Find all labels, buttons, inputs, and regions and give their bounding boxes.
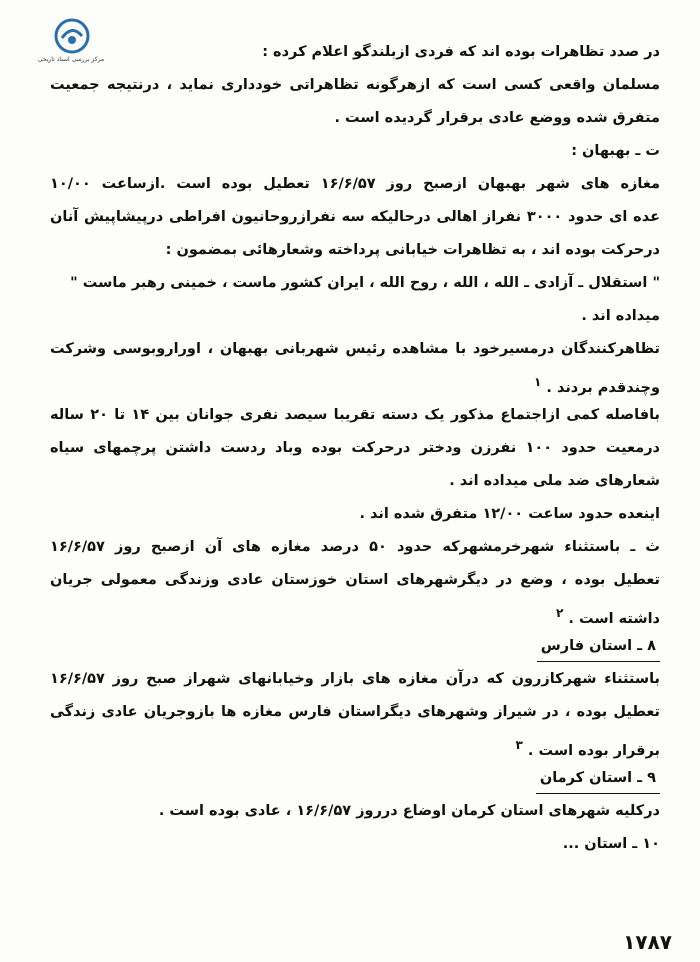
text-line: درکلیه شهرهای استان کرمان اوضاع درروز ۱۶/۶/۵۷ ، عادی بوده است .: [158, 803, 660, 819]
text-line: " استقلال ـ آزادی ـ الله ، الله ، روح الله ، ایران کشور ماست ، خمینی رهبر ماست ": [70, 275, 660, 291]
text-line: میداده اند .: [581, 308, 660, 324]
text-segment: وچندقدم بردند .: [546, 379, 660, 396]
text-line: درحرکت بوده اند ، به تظاهرات خیابانی پرداخته وشعارهائی بمضمون :: [165, 242, 660, 258]
text-line: تظاهرکنندگان درمسیرخود با مشاهده رئیس شهربانی بهبهان ، اوراروبوسی وشرکت: [50, 341, 660, 357]
heading-text: ۸ ـ استان فارس: [537, 631, 660, 662]
heading-text: ۹ ـ استان کرمان: [536, 763, 660, 794]
text-line-with-footnote: [50, 729, 660, 762]
text-line: در صدد تظاهرات بوده اند که فردی ازبلندگو اعلام کرده :: [262, 44, 660, 60]
text-line: باستثناء شهرکازرون که درآن مغازه های بازار وخیابانهای شهراز صبح روز ۱۶/۶/۵۷: [50, 671, 660, 687]
page-number: ۱۷۸۷: [623, 930, 672, 954]
text-line-with-footnote: [50, 366, 660, 399]
section-heading-behbahan: ت ـ بهبهان :: [571, 143, 660, 159]
section-heading-kerman: [50, 762, 660, 795]
archive-logo-caption: مرکز بررسی اسناد تاریخی: [37, 56, 105, 63]
text-line-with-footnote: [50, 597, 660, 630]
text-line: بافاصله کمی ازاجتماع مذکور یک دسته تقریبا سیصد نفری جوانان بین ۱۴ تا ۲۰ ساله: [50, 407, 660, 423]
text-line: مغازه های شهر بهبهان ازصبح روز ۱۶/۶/۵۷ تعطیل بوده است .ازساعت ۱۰/۰۰: [50, 176, 660, 192]
text-line: عده ای حدود ۳۰۰۰ نفراز اهالی درحالیکه سه نفرازروحانیون افراطی درپیشاپیش آنان: [50, 209, 660, 225]
text-line: مسلمان واقعی کسی است که ازهرگونه تظاهراتی خودداری نماید ، درنتیجه جمعیت: [50, 77, 660, 93]
text-segment: داشته است .: [568, 610, 660, 627]
text-line: ث ـ باستثناء شهرخرمشهرکه حدود ۵۰ درصد مغازه های آن ازصبح روز ۱۶/۶/۵۷: [50, 539, 660, 555]
text-line: درمعیت حدود ۱۰۰ نفرزن ودختر درحرکت بوده وباد ردست داشتن پرچمهای سیاه: [50, 440, 660, 456]
section-heading-fars: [50, 630, 660, 663]
text-line: اینعده حدود ساعت ۱۲/۰۰ متفرق شده اند .: [359, 506, 660, 522]
text-line: تعطیل بوده ، در شیراز وشهرهای دیگراستان فارس مغازه ها بازوجریان عادی زندگی: [50, 704, 660, 720]
footnote-mark: ۱: [533, 375, 542, 389]
text-line: متفرق شده ووضع عادی برقرار گردیده است .: [334, 110, 660, 126]
text-segment: برقرار بوده است .: [527, 742, 660, 759]
footnote-mark: ۳: [515, 738, 523, 752]
footnote-mark: ۲: [555, 606, 564, 620]
text-line: تعطیل بوده ، وضع در دیگرشهرهای استان خوزستان عادی وزندگی معمولی جریان: [50, 572, 660, 588]
document-body: [50, 36, 660, 861]
text-line: شعارهای ضد ملی میداده اند .: [449, 473, 660, 489]
text-line: ۱۰ ـ استان ...: [562, 836, 660, 852]
